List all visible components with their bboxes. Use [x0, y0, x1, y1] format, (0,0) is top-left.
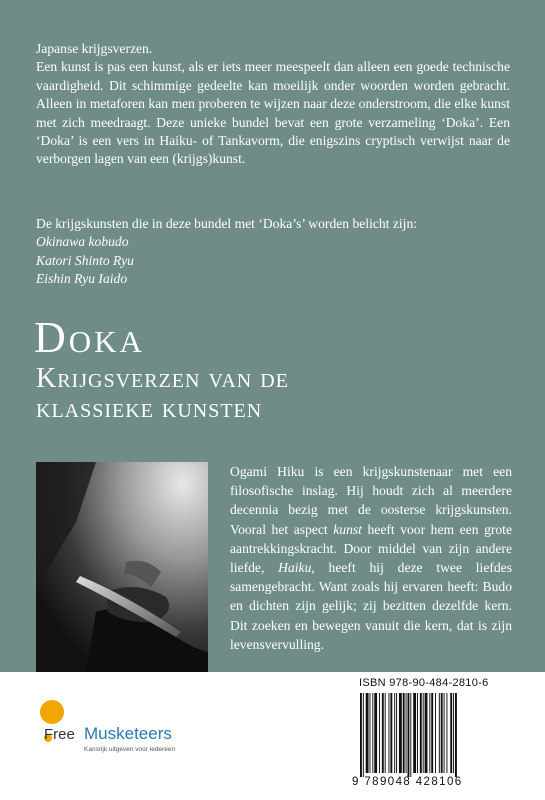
- logo-bubble-icon: [40, 700, 64, 724]
- blurb: [36, 40, 510, 169]
- barcode-number: 9 789048 428106: [352, 776, 463, 788]
- barcode: [358, 693, 512, 777]
- blurb-title: Japanse krijgsverzen.: [36, 41, 153, 56]
- author-photo: [36, 462, 208, 672]
- bio-part-3: , heeft hij deze twee liefdes samengebracht. Want zoals hij ervaren heeft: Budo en dichten zijn gelijk; zij bezitten dezelfde kern. Dit zoeken en bewegen vanuit die kern, dat is zijn levensvervulling.: [230, 560, 513, 652]
- book-subtitle: [36, 364, 289, 424]
- book-title: Doka: [34, 313, 145, 362]
- blurb-paragraph: Een kunst is pas een kunst, als er iets meer meespeelt dan alleen een goede technische vaardigheid. Dit schimmige gedeelte kan moeilijk onder woorden worden gebracht. Alleen in metaforen kan men proberen te wijzen naar deze onderstroom, die elke kunst met zich meedraagt. Deze unieke bundel bevat een grote verzameling ‘Doka’. Een ‘Doka’ is een vers in Haiku- of Tankavorm, die enigszins cryptisch verwijst naar de verborgen lagen van een (krijgs)kunst.: [36, 59, 510, 167]
- bio-em-haiku: Haiku: [278, 560, 312, 576]
- logo-free: Free: [44, 726, 75, 743]
- bio-em-kunst: kunst: [333, 521, 362, 537]
- bio-part-2: heeft voor hem een grote aantrekkingskracht. Door middel van zijn andere liefde,: [230, 521, 512, 576]
- list-item: Katori Shinto Ryu: [36, 252, 134, 268]
- martial-arts-list: [36, 215, 516, 289]
- publisher-logo: [40, 698, 210, 758]
- subtitle-line-2: klassieke kunsten: [36, 393, 263, 424]
- author-bio: [230, 462, 512, 654]
- bio-part-1: Ogami Hiku is een krijgskunstenaar met een filosofische inslag. Hij houdt zich al meerdere decennia bezig met de oosterse krijgskunsten. Vooral het aspect: [230, 464, 512, 537]
- logo-musketeers: Musketeers: [84, 724, 172, 743]
- isbn-label: ISBN 978-90-484-2810-6: [359, 677, 489, 689]
- list-item: Eishin Ryu Iaido: [36, 271, 128, 287]
- subtitle-line-1: Krijgsverzen van de: [36, 363, 289, 394]
- list-intro: De krijgskunsten die in deze bundel met ‘Doka’s’ worden belicht zijn:: [36, 216, 418, 231]
- logo-tagline: Kansrijk uitgeven voor iedereen: [84, 746, 176, 753]
- author-bio-text: [230, 462, 512, 654]
- list-item: Okinawa kobudo: [36, 234, 129, 250]
